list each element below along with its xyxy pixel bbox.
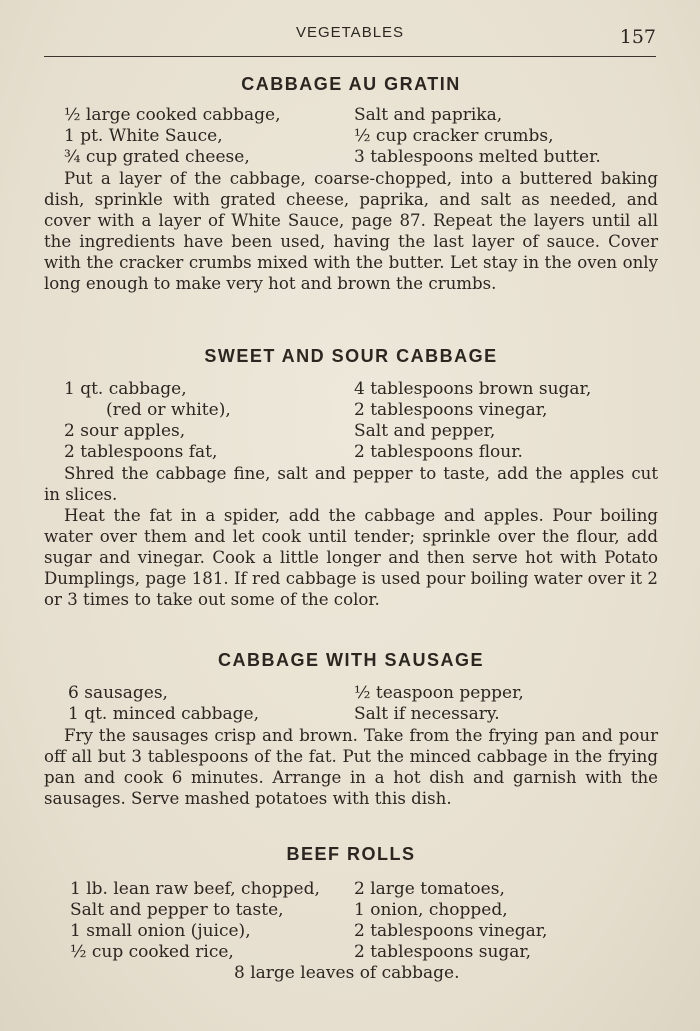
ingredient: ½ teaspoon pepper, [354, 683, 524, 703]
ingredient: ½ cup cracker crumbs, [354, 126, 554, 146]
ingredient: 2 large tomatoes, [354, 879, 505, 899]
ingredient: 2 tablespoons vinegar, [354, 921, 548, 941]
ingredient: Salt if necessary. [354, 704, 500, 724]
ingredient-list [44, 683, 658, 725]
ingredient-list [44, 105, 658, 168]
instructions-paragraph: Shred the cabbage fine, salt and pepper to taste, add the apples cut in slices. [44, 464, 658, 504]
ingredient: 2 tablespoons sugar, [354, 942, 532, 962]
ingredient: Salt and pepper to taste, [70, 900, 284, 920]
ingredient-list [44, 379, 658, 463]
recipe-title: BEEF ROLLS [286, 844, 416, 864]
instructions-paragraph: Heat the fat in a spider, add the cabbage and apples. Pour boiling water over them and let cook until tender; sprinkle over the flour, add sugar and vinegar. Cook a little longer and then serve hot with Potato Dumplings, page 181. If red cabbage is used pour boiling water over it 2 or 3 times to take out some of the color. [44, 506, 658, 609]
ingredient: 8 large leaves of cabbage. [234, 963, 460, 983]
ingredient: 6 sausages, [68, 683, 168, 703]
ingredient: 1 qt. cabbage, [64, 379, 187, 399]
ingredient: 1 onion, chopped, [354, 900, 508, 920]
recipe-cabbage-au-gratin [44, 74, 658, 294]
recipe-title: CABBAGE WITH SAUSAGE [217, 650, 484, 670]
instructions-paragraph: Put a layer of the cabbage, coarse-chopped, into a buttered baking dish, sprinkle with grated cheese, paprika, and salt as needed, and cover with a layer of White Sauce, page 87. Repeat the layers until all the ingredients have been used, having the last layer of sauce. Cover with the cracker crumbs mixed with the butter. Let stay in the oven only long enough to make very hot and brown the crumbs. [44, 169, 658, 293]
ingredient: ½ cup cooked rice, [70, 942, 234, 962]
recipe-cabbage-with-sausage [44, 650, 658, 809]
ingredient: 2 tablespoons vinegar, [354, 400, 548, 420]
ingredient: ¾ cup grated cheese, [64, 147, 250, 167]
recipe-title: SWEET AND SOUR CABBAGE [204, 346, 498, 366]
ingredient-list [44, 879, 658, 963]
ingredient: ½ large cooked cabbage, [64, 105, 281, 125]
ingredient: 1 small onion (juice), [70, 921, 251, 941]
instructions-paragraph: Fry the sausages crisp and brown. Take from the frying pan and pour off all but 3 tablespoons of the fat. Put the minced cabbage in the frying pan and cook 6 minutes. Arrange in a hot dish and garnish with the sausages. Serve mashed potatoes with this dish. [44, 726, 658, 808]
ingredient: 1 qt. minced cabbage, [68, 704, 260, 724]
ingredient: 2 tablespoons fat, [64, 442, 218, 462]
recipe-beef-rolls [44, 844, 658, 984]
ingredient: (red or white), [106, 400, 231, 420]
recipe-title: CABBAGE AU GRATIN [241, 74, 461, 94]
running-head [44, 22, 656, 57]
ingredient: 1 pt. White Sauce, [64, 126, 223, 146]
chapter-title: VEGETABLES [295, 24, 405, 41]
ingredient: 2 sour apples, [64, 421, 186, 441]
ingredient: 3 tablespoons melted butter. [354, 147, 601, 167]
recipe-sweet-and-sour-cabbage [44, 346, 658, 610]
page-number: 157 [619, 26, 656, 48]
ingredient: 4 tablespoons brown sugar, [354, 379, 592, 399]
ingredient: 2 tablespoons flour. [354, 442, 523, 462]
ingredient: 1 lb. lean raw beef, chopped, [70, 879, 320, 899]
ingredient: Salt and paprika, [354, 105, 503, 125]
ingredient: Salt and pepper, [354, 421, 496, 441]
